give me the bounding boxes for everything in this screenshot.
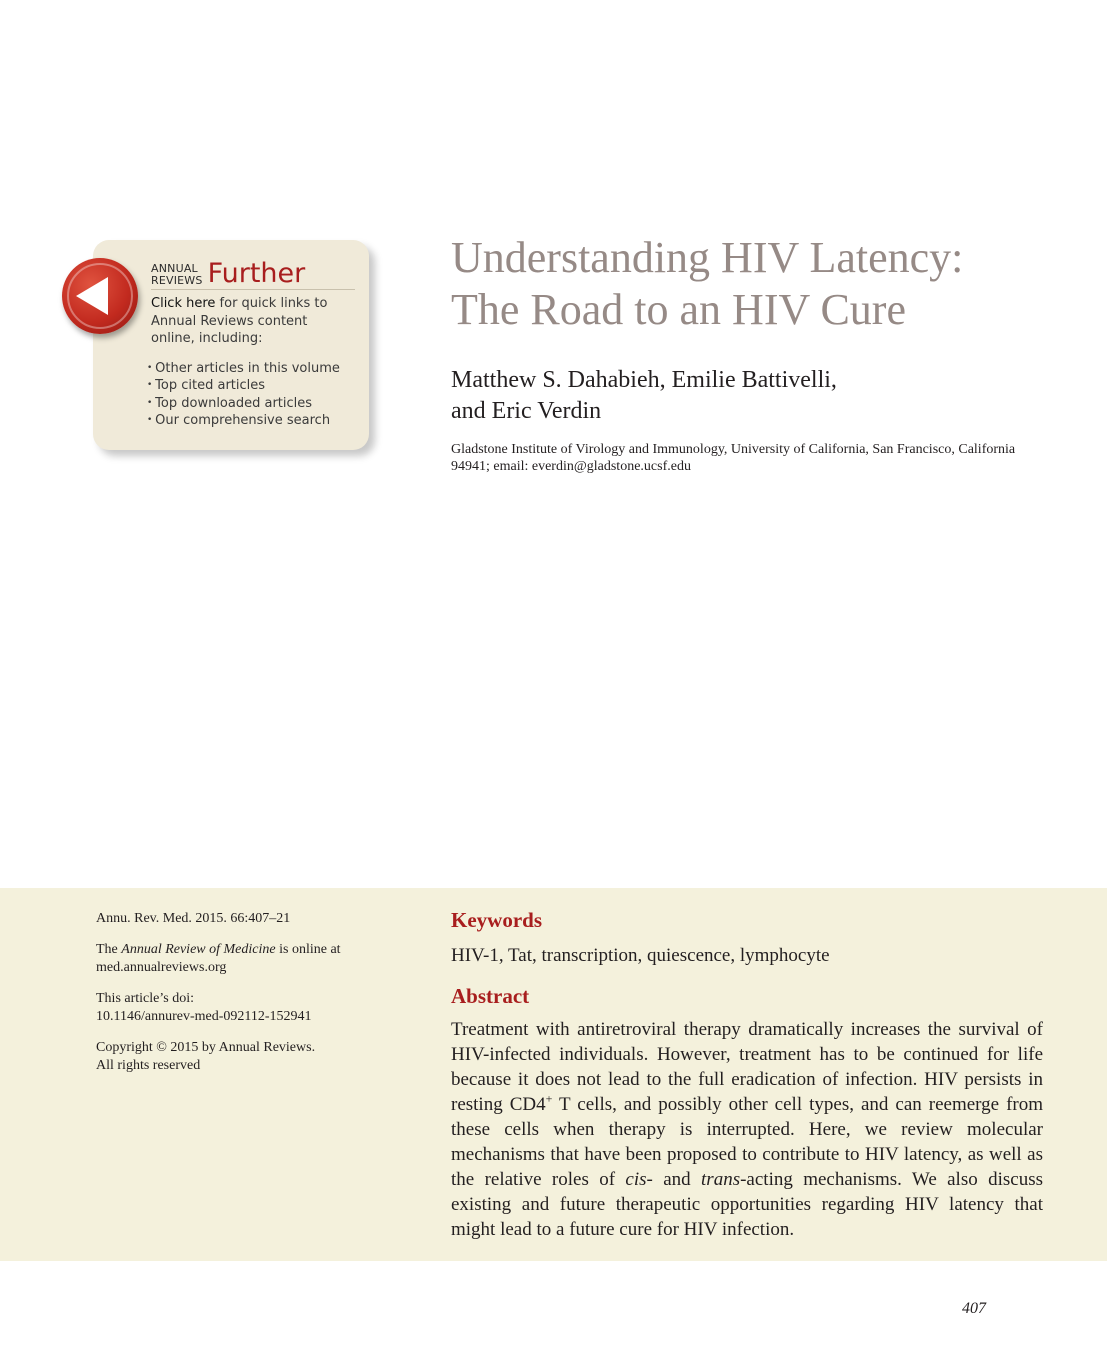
further-brand xyxy=(151,260,355,290)
doi-label: This article’s doi: xyxy=(96,990,194,1006)
abstract-heading: Abstract xyxy=(451,984,530,1008)
further-link-top-downloaded[interactable]: • Top downloaded articles xyxy=(147,395,355,413)
keywords-list: HIV-1, Tat, transcription, quiescence, lymphocyte xyxy=(451,945,830,966)
author-affiliation: Gladstone Institute of Virology and Immunology, University of California, San Francisco, California 94941; email: everdin@gladstone.ucsf.edu xyxy=(451,442,1016,474)
doi-value[interactable]: 10.1146/annurev-med-092112-152941 xyxy=(96,1009,312,1024)
further-links-list xyxy=(147,360,355,430)
abstract-part-4: -acting mechanisms. We also discuss existing and future therapeutic opportunities regarding HIV latency that might lead to a future cure for HIV infection. xyxy=(451,1169,1043,1240)
online-suffix: is online at med.annualreviews.org xyxy=(96,941,341,975)
journal-name: Annual Review of Medicine xyxy=(121,941,276,957)
cd4-superscript: + xyxy=(545,1091,553,1106)
reviews-label: REVIEWS xyxy=(151,274,203,287)
further-link-search[interactable]: • Our comprehensive search xyxy=(147,412,355,430)
further-desc-text: for quick links to Annual Reviews content online, including: xyxy=(151,296,328,346)
further-description xyxy=(151,295,355,348)
rights: All rights reserved xyxy=(96,1058,201,1073)
authors-line-1: Matthew S. Dahabieh, Emilie Battivelli, xyxy=(451,367,837,393)
page-number: 407 xyxy=(962,1300,986,1317)
further-link-top-cited[interactable]: • Top cited articles xyxy=(147,377,355,395)
doi-block xyxy=(96,990,396,1027)
article-authors xyxy=(451,365,1051,427)
further-label: Further xyxy=(207,258,306,289)
further-link-other-articles[interactable]: • Other articles in this volume xyxy=(147,360,355,378)
online-prefix: The xyxy=(96,941,122,957)
abstract-part-2: T cells, and possibly other cell types, and can reemerge from these cells when therapy is interrupted. Here, we review molecular mechanisms that have been proposed to contribute to HIV latency, as well as the relative roles of xyxy=(451,1094,1044,1190)
keywords-heading: Keywords xyxy=(451,908,542,932)
title-line-2: The Road to an HIV Cure xyxy=(451,285,906,334)
title-line-1: Understanding HIV Latency: xyxy=(451,233,964,282)
article-meta xyxy=(96,910,396,1088)
copyright: Copyright © 2015 by Annual Reviews. xyxy=(96,1039,316,1055)
article-title xyxy=(451,232,1091,336)
abstract-cis: cis xyxy=(625,1169,647,1190)
online-availability xyxy=(96,941,396,978)
authors-line-2: and Eric Verdin xyxy=(451,398,602,424)
annual-reviews-wordmark xyxy=(151,263,203,287)
citation: Annu. Rev. Med. 2015. 66:407–21 xyxy=(96,911,291,926)
annual-label: ANNUAL xyxy=(151,262,198,275)
abstract-trans: trans xyxy=(701,1169,741,1190)
abstract-body xyxy=(451,1017,1043,1242)
click-here-link[interactable]: Click here xyxy=(151,296,216,311)
back-arrow-icon[interactable] xyxy=(62,258,138,334)
abstract-part-3: - and xyxy=(646,1169,702,1190)
copyright-block xyxy=(96,1039,396,1076)
abstract-part-1: Treatment with antiretroviral therapy dramatically increases the survival of HIV-infected individuals. However, treatment has to be continued for life because it does not lead to the full eradication of infection. HIV persists in resting CD4 xyxy=(451,1019,1043,1115)
